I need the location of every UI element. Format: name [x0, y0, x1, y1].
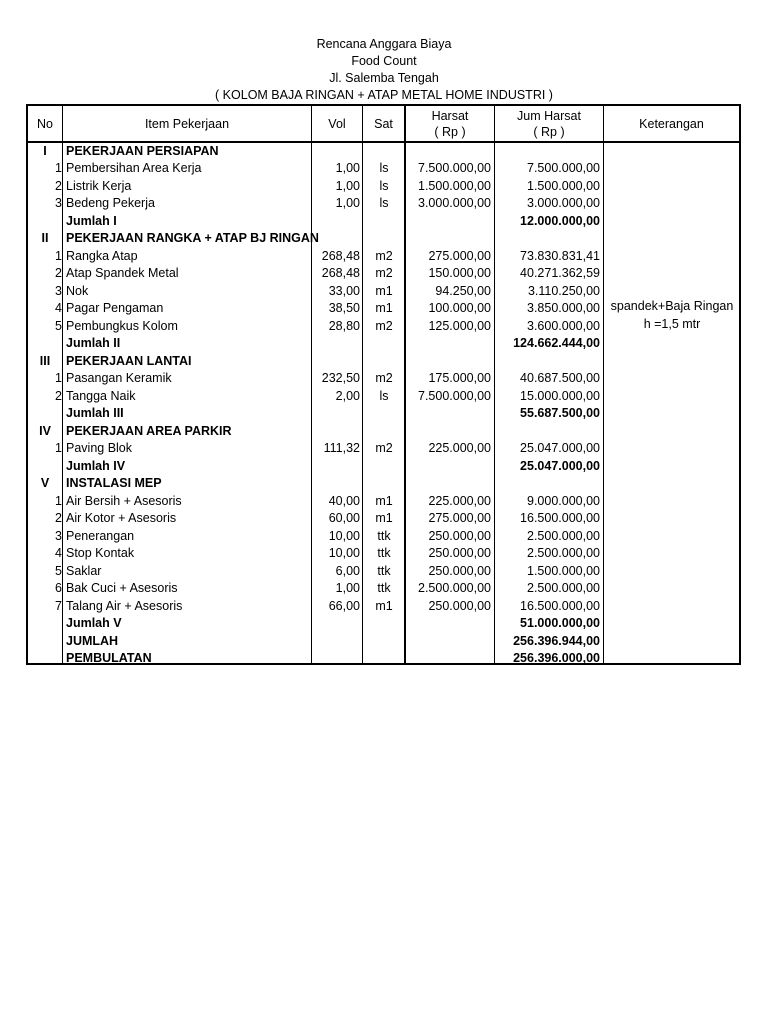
cell-harsat: 1.500.000,00	[418, 178, 491, 193]
cell-jum-harsat: 256.396.944,00	[513, 633, 600, 648]
total-row	[28, 650, 739, 668]
cell-no: 2	[55, 511, 62, 525]
cell-no: 1	[55, 371, 62, 385]
cell-no: 3	[55, 283, 62, 298]
cell-item: PEKERJAAN LANTAI	[66, 353, 192, 368]
col-header-vol: Vol	[328, 116, 346, 131]
table-row	[28, 195, 739, 213]
table-row	[28, 248, 739, 266]
cell-vol: 111,32	[323, 441, 360, 455]
cell-no: 2	[55, 388, 62, 403]
table-row	[28, 580, 739, 598]
cell-no: 4	[55, 301, 62, 315]
total-row	[28, 405, 739, 423]
cell-no: 6	[55, 581, 62, 595]
cell-item: Nok	[66, 283, 89, 298]
cell-sat: m2	[375, 266, 393, 280]
section-row	[28, 143, 739, 161]
col-header-no: No	[37, 116, 53, 131]
cell-harsat: 150.000,00	[428, 266, 491, 280]
cell-item: INSTALASI MEP	[66, 476, 162, 490]
total-row	[28, 633, 739, 651]
table-row	[28, 545, 739, 563]
cell-item: Jumlah V	[66, 616, 122, 630]
cell-no: 3	[55, 528, 62, 543]
cell-sat: m2	[375, 371, 393, 385]
cell-harsat: 7.500.000,00	[418, 161, 491, 175]
cell-item: PEKERJAAN AREA PARKIR	[66, 423, 232, 438]
col-header-harsat: Harsat ( Rp )	[431, 108, 469, 139]
cell-vol: 2,00	[335, 388, 360, 403]
cell-harsat: 175.000,00	[428, 371, 491, 385]
table-row	[28, 265, 739, 283]
cell-jum-harsat: 2.500.000,00	[527, 581, 600, 595]
note-line-1: spandek+Baja Ringan	[610, 299, 734, 313]
cell-jum-harsat: 124.662.444,00	[513, 336, 600, 350]
cell-vol: 1,00	[335, 178, 360, 193]
cell-sat: m1	[375, 283, 393, 298]
cell-sat: ttk	[377, 546, 391, 560]
cell-item: Talang Air + Asesoris	[66, 598, 183, 613]
total-row	[28, 335, 739, 353]
cell-jum-harsat: 73.830.831,41	[520, 248, 600, 263]
cell-harsat: 250.000,00	[428, 546, 491, 560]
project-scope: ( KOLOM BAJA RINGAN + ATAP METAL HOME INDUSTRI )	[215, 88, 553, 102]
cell-item: Pembungkus Kolom	[66, 318, 178, 333]
cell-vol: 6,00	[335, 563, 360, 578]
note-line-2: h =1,5 mtr	[643, 317, 701, 331]
cell-vol: 10,00	[328, 546, 360, 560]
col-header-jum: Jum Harsat ( Rp )	[517, 108, 581, 139]
cell-item: Bedeng Pekerja	[66, 196, 155, 210]
cell-jum-harsat: 25.047.000,00	[520, 441, 600, 455]
cell-item: Listrik Kerja	[66, 178, 132, 193]
table-row	[28, 370, 739, 388]
cell-sat: m1	[375, 511, 393, 525]
cell-no: 3	[55, 196, 62, 210]
table-row	[28, 493, 739, 511]
cell-jum-harsat: 256.396.000,00	[513, 651, 600, 665]
cell-item: PEKERJAAN PERSIAPAN	[66, 143, 219, 158]
cell-harsat: 250.000,00	[428, 528, 491, 543]
cell-item: Penerangan	[66, 528, 135, 543]
table-row	[28, 388, 739, 406]
cell-vol: 28,80	[328, 318, 360, 333]
cell-item: Saklar	[66, 563, 102, 578]
cell-no: III	[39, 353, 51, 368]
cell-sat: m2	[375, 318, 393, 333]
cell-item: PEKERJAAN RANGKA + ATAP BJ RINGAN	[66, 231, 319, 245]
cell-jum-harsat: 16.500.000,00	[520, 511, 600, 525]
cell-harsat: 100.000,00	[428, 301, 491, 315]
cell-item: JUMLAH	[66, 633, 119, 648]
cell-sat: m2	[375, 441, 393, 455]
cell-no: 1	[55, 161, 62, 175]
cell-jum-harsat: 9.000.000,00	[527, 493, 600, 508]
cell-harsat: 275.000,00	[428, 511, 491, 525]
cell-sat: m1	[375, 301, 393, 315]
cell-no: 2	[55, 266, 62, 280]
cell-jum-harsat: 3.110.250,00	[527, 283, 600, 298]
cell-harsat: 2.500.000,00	[418, 581, 491, 595]
cell-item: Bak Cuci + Asesoris	[66, 581, 178, 595]
cell-jum-harsat: 25.047.000,00	[520, 458, 600, 473]
cell-item: PEMBULATAN	[66, 651, 152, 665]
cell-jum-harsat: 15.000.000,00	[520, 388, 600, 403]
cell-no: 5	[55, 318, 62, 333]
cell-sat: ttk	[377, 581, 391, 595]
col-header-sat: Sat	[374, 116, 393, 131]
cell-harsat: 3.000.000,00	[418, 196, 491, 210]
table-row	[28, 598, 739, 616]
cell-jum-harsat: 16.500.000,00	[520, 598, 600, 613]
cell-sat: m2	[375, 248, 393, 263]
cell-vol: 1,00	[335, 196, 360, 210]
cell-no: 5	[55, 563, 62, 578]
total-row	[28, 213, 739, 231]
cell-item: Jumlah I	[66, 213, 117, 228]
cell-harsat: 7.500.000,00	[418, 388, 491, 403]
cell-no: 1	[55, 493, 62, 508]
cell-vol: 232,50	[321, 371, 360, 385]
cell-jum-harsat: 3.600.000,00	[527, 318, 600, 333]
table-row	[28, 510, 739, 528]
cell-no: 2	[55, 178, 62, 193]
cell-jum-harsat: 12.000.000,00	[520, 213, 600, 228]
cell-jum-harsat: 7.500.000,00	[527, 161, 600, 175]
cell-no: 4	[55, 546, 62, 560]
cost-table	[26, 104, 741, 665]
table-row	[28, 528, 739, 546]
cell-jum-harsat: 3.000.000,00	[527, 196, 600, 210]
cell-vol: 38,50	[328, 301, 360, 315]
cell-no: 1	[55, 441, 62, 455]
cell-item: Pagar Pengaman	[66, 301, 164, 315]
cell-vol: 268,48	[321, 266, 360, 280]
table-row	[28, 160, 739, 178]
section-row	[28, 353, 739, 371]
cell-jum-harsat: 55.687.500,00	[520, 406, 600, 420]
document-title: Rencana Anggara Biaya	[316, 37, 452, 51]
section-row	[28, 475, 739, 493]
cell-item: Atap Spandek Metal	[66, 266, 179, 280]
cell-harsat: 225.000,00	[428, 493, 491, 508]
table-row	[28, 563, 739, 581]
total-row	[28, 458, 739, 476]
cell-item: Jumlah IV	[66, 458, 126, 473]
cell-jum-harsat: 1.500.000,00	[527, 563, 600, 578]
cell-sat: ls	[379, 178, 389, 193]
cell-no: IV	[39, 423, 51, 438]
table-row	[28, 440, 739, 458]
cell-harsat: 94.250,00	[435, 283, 491, 298]
cell-jum-harsat: 40.687.500,00	[520, 371, 600, 385]
cell-vol: 1,00	[335, 581, 360, 595]
cell-harsat: 250.000,00	[428, 563, 491, 578]
cell-vol: 10,00	[328, 528, 360, 543]
col-header-keterangan: Keterangan	[639, 116, 704, 131]
cell-vol: 1,00	[335, 161, 360, 175]
cell-jum-harsat: 2.500.000,00	[527, 528, 600, 543]
section-row	[28, 230, 739, 248]
cell-sat: ls	[379, 196, 389, 210]
cell-no: I	[43, 143, 47, 158]
project-address: Jl. Salemba Tengah	[329, 71, 439, 85]
cell-vol: 268,48	[321, 248, 360, 263]
cell-no: 1	[55, 248, 62, 263]
cell-item: Paving Blok	[66, 441, 133, 455]
cell-harsat: 125.000,00	[428, 318, 491, 333]
cell-no: II	[41, 231, 49, 245]
cell-jum-harsat: 40.271.362,59	[520, 266, 600, 280]
cell-vol: 40,00	[328, 493, 360, 508]
project-name: Food Count	[351, 54, 417, 68]
cell-item: Pasangan Keramik	[66, 371, 172, 385]
cell-harsat: 250.000,00	[428, 598, 491, 613]
cell-item: Pembersihan Area Kerja	[66, 161, 202, 175]
cell-sat: ttk	[377, 528, 391, 543]
cell-vol: 66,00	[328, 598, 360, 613]
cell-sat: m1	[375, 598, 393, 613]
table-row	[28, 178, 739, 196]
col-header-item: Item Pekerjaan	[144, 116, 230, 131]
cell-vol: 33,00	[328, 283, 360, 298]
cell-jum-harsat: 51.000.000,00	[520, 616, 600, 630]
cell-item: Jumlah III	[66, 406, 124, 420]
cell-item: Air Kotor + Asesoris	[66, 511, 177, 525]
cell-item: Jumlah II	[66, 336, 121, 350]
cell-sat: ttk	[377, 563, 391, 578]
cell-harsat: 225.000,00	[428, 441, 491, 455]
section-row	[28, 423, 739, 441]
document-header	[0, 36, 768, 104]
cell-jum-harsat: 3.850.000,00	[527, 301, 600, 315]
cell-sat: m1	[375, 493, 393, 508]
cell-item: Stop Kontak	[66, 546, 135, 560]
cell-item: Tangga Naik	[66, 388, 136, 403]
cell-item: Air Bersih + Asesoris	[66, 493, 182, 508]
cell-vol: 60,00	[328, 511, 360, 525]
cell-item: Rangka Atap	[66, 248, 138, 263]
total-row	[28, 615, 739, 633]
cell-jum-harsat: 2.500.000,00	[527, 546, 600, 560]
cell-sat: ls	[379, 161, 389, 175]
cell-no: V	[40, 476, 50, 490]
cell-no: 7	[55, 598, 62, 613]
cell-jum-harsat: 1.500.000,00	[527, 178, 600, 193]
cell-sat: ls	[379, 388, 389, 403]
cell-harsat: 275.000,00	[428, 248, 491, 263]
